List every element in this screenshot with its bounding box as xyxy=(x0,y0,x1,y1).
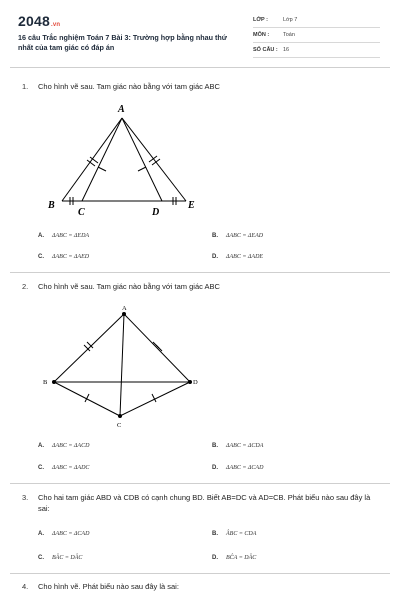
q2-option-d[interactable] xyxy=(212,465,263,471)
meta-class-key: LỚP : xyxy=(253,17,268,23)
q3-option-b-value: ÂBC = CDA xyxy=(226,531,257,537)
question-3-text: Cho hai tam giác ABD và CDB có cạnh chung BD. Biết AB=DC và AD=CB. Phát biểu nào sau đây là sai: xyxy=(38,493,371,513)
question-2-text: Cho hình vẽ sau. Tam giác nào bằng với tam giác ABC xyxy=(38,282,220,291)
q2-option-b-value: ΔABC = ΔCDA xyxy=(226,443,264,449)
q2-option-c-value: ΔABC = ΔADC xyxy=(52,465,90,471)
q2-option-d-value: ΔABC = ΔCAD xyxy=(226,465,264,471)
q1-option-d[interactable] xyxy=(212,254,263,260)
document-title: 16 câu Trắc nghiệm Toán 7 Bài 3: Trường hợp bằng nhau thứ nhất của tam giác có đáp án xyxy=(18,33,227,52)
question-1-figure xyxy=(40,100,200,225)
q3-option-b-label: B. xyxy=(212,531,218,537)
logo-suffix-text: .vn xyxy=(50,22,61,28)
logo-main-text: 2048 xyxy=(18,13,50,29)
question-2-figure xyxy=(38,302,208,432)
q1-option-c-label: C. xyxy=(38,254,44,260)
q1-option-a-value: ΔABC = ΔEDA xyxy=(52,233,90,239)
meta-subject-value: Toán xyxy=(283,32,295,38)
meta-count-value: 16 xyxy=(283,47,290,53)
question-1-text: Cho hình vẽ sau. Tam giác nào bằng với tam giác ABC xyxy=(38,82,220,91)
q3-option-d-value: BĈA = DÂC xyxy=(226,555,257,561)
q2-option-b[interactable] xyxy=(212,443,263,449)
q1-option-a-label: A. xyxy=(38,233,44,239)
question-divider-1 xyxy=(10,272,390,273)
meta-subject-key: MÔN : xyxy=(253,32,270,38)
question-divider-2 xyxy=(10,483,390,484)
q2-label-C: C xyxy=(117,422,122,429)
q1-option-b-label: B. xyxy=(212,233,218,239)
meta-count-row xyxy=(253,44,380,58)
header-divider xyxy=(10,67,390,68)
site-logo[interactable] xyxy=(18,13,60,29)
q2-option-d-label: D. xyxy=(212,465,218,471)
q3-option-b[interactable] xyxy=(212,531,256,537)
question-divider-3 xyxy=(10,573,390,574)
q2-label-A: A xyxy=(122,305,127,312)
q3-option-d-label: D. xyxy=(212,555,218,561)
q2-option-c[interactable] xyxy=(38,465,89,471)
q3-option-a-value: ΔABC = ΔCAD xyxy=(52,531,90,537)
q1-option-a[interactable] xyxy=(38,233,89,239)
q2-option-a[interactable] xyxy=(38,443,89,449)
meta-class-value: Lớp 7 xyxy=(283,17,298,23)
q1-label-B: B xyxy=(48,200,55,211)
q3-option-a[interactable] xyxy=(38,531,89,537)
q1-option-b-value: ΔABC = ΔEAD xyxy=(226,233,264,239)
q3-option-c-value: BÂC = DÂC xyxy=(52,555,83,561)
question-2-number: 2. xyxy=(22,282,29,291)
question-4-number: 4. xyxy=(22,582,29,591)
question-1-number: 1. xyxy=(22,82,29,91)
q1-label-D: D xyxy=(152,207,160,218)
q1-label-E: E xyxy=(188,200,195,211)
q2-label-D: D xyxy=(193,379,198,386)
q2-option-a-label: A. xyxy=(38,443,44,449)
q1-option-d-label: D. xyxy=(212,254,218,260)
q1-option-d-value: ΔABC = ΔADE xyxy=(226,254,264,260)
q2-option-b-label: B. xyxy=(212,443,218,449)
q1-option-c-value: ΔABC = ΔAED xyxy=(52,254,90,260)
meta-subject-row xyxy=(253,29,380,43)
q1-option-c[interactable] xyxy=(38,254,89,260)
q1-label-C: C xyxy=(78,207,85,218)
q3-option-a-label: A. xyxy=(38,531,44,537)
q1-label-A: A xyxy=(118,104,125,115)
q1-option-b[interactable] xyxy=(212,233,263,239)
meta-class-row xyxy=(253,14,380,28)
q2-label-B: B xyxy=(43,379,48,386)
q2-option-a-value: ΔABC = ΔACD xyxy=(52,443,90,449)
q2-option-c-label: C. xyxy=(38,465,44,471)
meta-count-key: SỐ CÂU : xyxy=(253,47,278,53)
question-4-text: Cho hình vẽ. Phát biểu nào sau đây là sai: xyxy=(38,582,179,591)
question-3-number: 3. xyxy=(22,493,29,502)
q3-option-c[interactable] xyxy=(38,555,82,561)
q3-option-d[interactable] xyxy=(212,555,256,561)
q3-option-c-label: C. xyxy=(38,555,44,561)
